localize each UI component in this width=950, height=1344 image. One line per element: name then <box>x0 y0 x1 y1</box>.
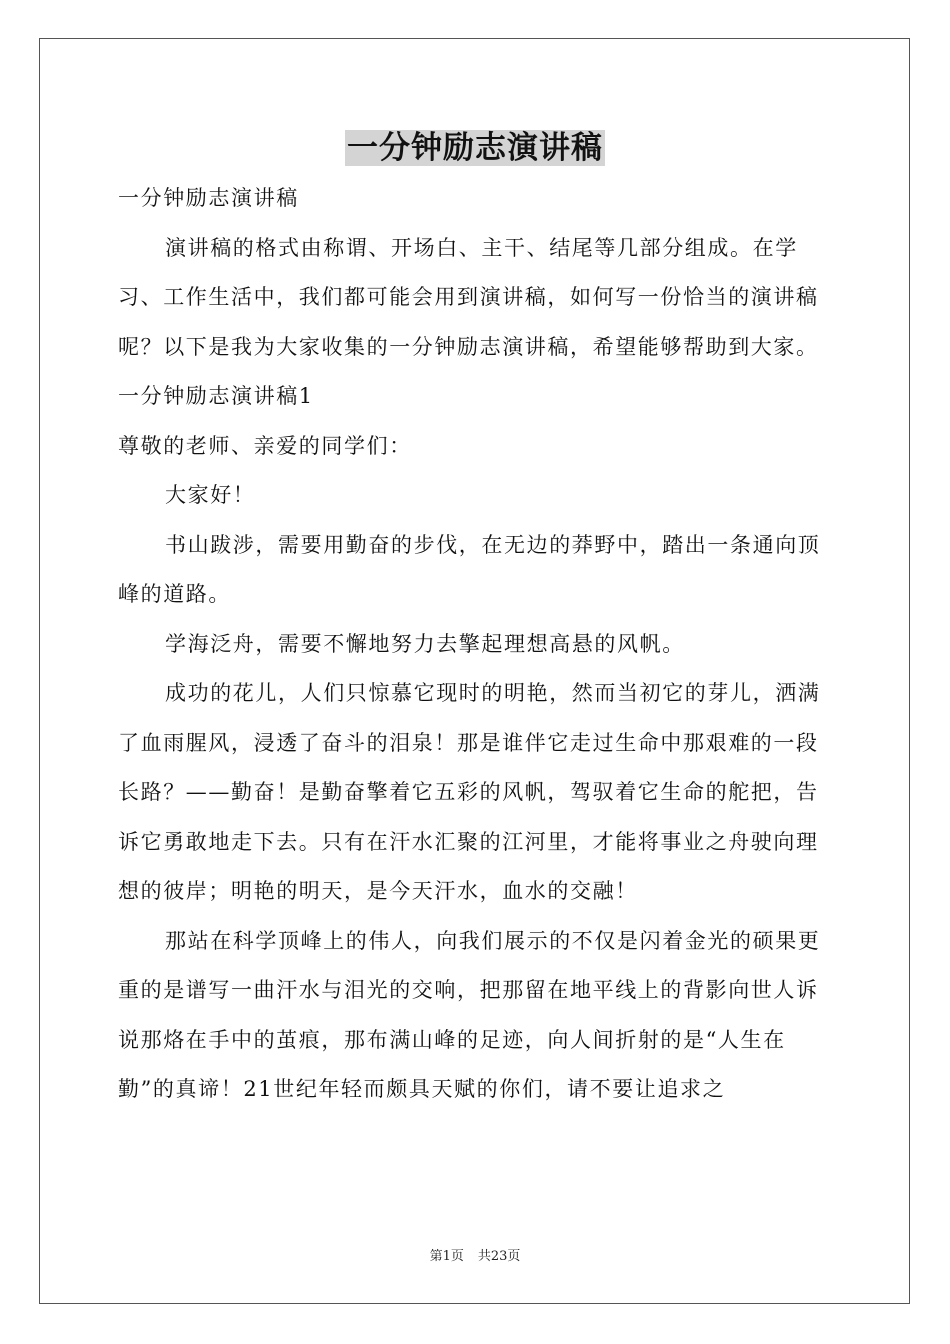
intro-paragraph: 演讲稿的格式由称谓、开场白、主干、结尾等几部分组成。在学习、工作生活中，我们都可能会用到演讲稿，如何写一份恰当的演讲稿呢？以下是我为大家收集的一分钟励志演讲稿，希望能够帮助到大家。 <box>118 235 819 359</box>
body-paragraph: 成功的花儿，人们只惊慕它现时的明艳，然而当初它的芽儿，洒满了血雨腥风，浸透了奋斗的泪泉！那是谁伴它走过生命中那艰难的一段长路？——勤奋！是勤奋擎着它五彩的风帆，驾驭着它生命的舵把，告诉它勇敢地走下去。只有在汗水汇聚的江河里，才能将事业之舟驶向理想的彼岸；明艳的明天，是今天汗水，血水的交融！ <box>118 681 821 903</box>
section-heading: 一分钟励志演讲稿1 <box>118 384 314 408</box>
body-paragraph: 学海泛舟，需要不懈地努力去擎起理想高悬的风帆。 <box>165 631 685 656</box>
greeting: 大家好！ <box>165 483 256 507</box>
document-title <box>0 124 950 172</box>
salutation: 尊敬的老师、亲爱的同学们： <box>118 433 412 458</box>
page-footer <box>0 1247 950 1267</box>
page-total: 共23页 <box>477 1249 521 1264</box>
document-body <box>118 174 834 1115</box>
body-paragraph: 书山跋涉，需要用勤奋的步伐，在无边的莽野中，踏出一条通向顶峰的道路。 <box>118 532 821 606</box>
document-title-text: 一分钟励志演讲稿 <box>347 130 603 166</box>
page-number: 第1页 <box>429 1249 464 1264</box>
document-subtitle: 一分钟励志演讲稿 <box>118 186 299 210</box>
body-paragraph: 那站在科学顶峰上的伟人，向我们展示的不仅是闪着金光的硕果更重的是谱写一曲汗水与泪光的交响，把那留在地平线上的背影向世人诉说那烙在手中的茧痕，那布满山峰的足迹，向人间折射的是“人生在勤”的真谛！21世纪年轻而颇具天赋的你们，请不要让追求之 <box>118 928 821 1101</box>
